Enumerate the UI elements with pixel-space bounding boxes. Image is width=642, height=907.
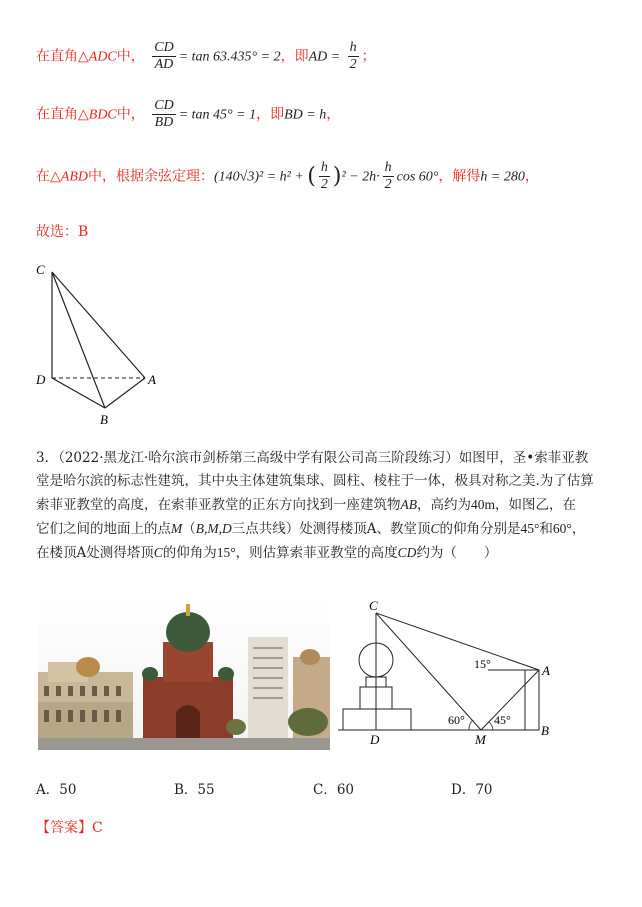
line1-eq: = tan 63.435° = 2 <box>178 49 281 65</box>
answer-value: C <box>92 820 103 836</box>
question-text-1: 如图甲，圣•索菲亚教 <box>458 450 589 466</box>
q4-m: M <box>171 521 183 536</box>
line-ca <box>376 613 539 670</box>
line2-fraction <box>152 98 175 131</box>
line1-mid: 中， <box>116 48 145 65</box>
q5-a: 在楼顶 <box>36 545 77 561</box>
line3-result: h = 280 <box>480 169 525 185</box>
line1-ad: AD = <box>308 49 341 65</box>
choose-answer: 故选：B <box>36 224 89 240</box>
q5-angle-15: 15° <box>216 545 236 560</box>
q3-f: ，如图乙，在 <box>495 497 577 513</box>
q5-g: ，则估算索菲亚教堂的高度 <box>235 545 398 561</box>
q4-a-point: A <box>366 521 377 537</box>
q5-cd: CD <box>397 545 417 560</box>
option-a-value: 50 <box>59 782 77 798</box>
option-d-letter: D． <box>451 782 476 798</box>
line3-formula-b: ² − 2h· <box>341 169 380 185</box>
question-line-5 <box>36 541 611 565</box>
line1-fraction <box>152 40 175 73</box>
line2-mid: 中， <box>116 106 145 123</box>
line2-end: ， <box>326 106 341 123</box>
line3-h-fraction <box>319 160 330 193</box>
line1-frac-num: CD <box>154 40 174 55</box>
line3-triangle: △ABD <box>50 169 88 185</box>
label-a: A <box>148 372 156 387</box>
arc-60 <box>469 720 473 730</box>
paren-open: ( <box>307 164 316 189</box>
line2-prefix: 在直角 <box>36 106 78 123</box>
figure-1-tetrahedron <box>30 258 170 428</box>
line3-conn: ，解得 <box>438 168 481 185</box>
label-c: C <box>36 262 45 277</box>
line2-frac-num: CD <box>154 98 174 113</box>
q4-bmd: B,M,D <box>195 521 232 536</box>
cathedral-photo <box>38 602 330 750</box>
q5-a-point: A <box>76 545 87 561</box>
paren-close: ) <box>332 164 342 189</box>
option-d-value: 70 <box>475 782 493 798</box>
label-c2: C <box>369 598 378 613</box>
label-d2: D <box>370 732 380 747</box>
q5-c: 处测得塔顶 <box>86 545 154 561</box>
question-line-1 <box>36 447 611 470</box>
line3-h-num-2: h <box>384 160 392 175</box>
edge-cb <box>52 272 105 408</box>
line3-prefix: 在 <box>36 168 50 185</box>
edge-ab <box>105 378 145 408</box>
q4-c: （ <box>182 521 196 537</box>
edge-ca <box>52 272 145 378</box>
question-3-text <box>36 447 611 565</box>
question-line-4 <box>36 517 611 541</box>
line1-end: ； <box>361 48 376 65</box>
line2-frac-den: BD <box>154 115 174 130</box>
solution-line-3 <box>36 160 539 193</box>
q4-k: 和 <box>539 521 553 537</box>
line1-frac-den: AD <box>154 57 174 72</box>
option-a-letter: A． <box>36 782 60 798</box>
angle-45: 45° <box>494 713 511 727</box>
line3-formula-c: cos 60° <box>396 169 439 185</box>
option-b-value: 55 <box>197 782 215 798</box>
line1-triangle: △ADC <box>78 49 117 65</box>
angle-15: 15° <box>474 657 491 671</box>
line1-h-fraction <box>348 40 359 73</box>
q4-a: 它们之间的地面上的点 <box>36 521 171 537</box>
q4-angle-60: 60° <box>552 521 572 536</box>
solution-line-1 <box>36 40 376 73</box>
line3-formula-a: (140√3)² = h² + <box>213 169 308 185</box>
building-ab <box>525 670 539 730</box>
line3-mid: 中，根据余弦定理： <box>87 168 214 185</box>
label-a2: A <box>542 663 550 678</box>
line1-prefix: 在直角 <box>36 48 78 65</box>
line1-h-num: h <box>349 40 357 55</box>
answer-label: 【答案】 <box>36 820 92 836</box>
solution-line-2 <box>36 98 340 131</box>
q4-m-end: ， <box>571 521 586 537</box>
option-c-value: 60 <box>336 782 355 798</box>
option-b-letter: B． <box>174 782 198 798</box>
question-number: 3． <box>36 450 59 466</box>
line3-h-num: h <box>320 160 328 175</box>
label-m2: M <box>475 732 486 747</box>
option-a[interactable] <box>36 778 76 798</box>
church-base <box>343 709 411 730</box>
figure-2-diagram <box>338 598 558 753</box>
option-c[interactable] <box>313 778 354 798</box>
angle-60: 60° <box>448 713 465 727</box>
question-line-3 <box>36 493 611 517</box>
q3-a: 索菲亚教堂的高度，在索菲亚教堂的正东方向找到一座建筑物 <box>36 497 401 513</box>
line3-h-den-2: 2 <box>384 177 392 192</box>
line3-h-fraction-2 <box>383 160 394 193</box>
edge-db <box>52 378 105 408</box>
label-d: D <box>36 372 46 387</box>
option-c-letter: C． <box>313 782 337 798</box>
q4-angle-45: 45° <box>520 521 540 536</box>
q3-unit: m <box>484 497 496 512</box>
q4-i: 的仰角分别是 <box>439 521 521 537</box>
line3-end: ， <box>524 168 539 185</box>
q4-e: 三点共线）处测得楼顶 <box>231 521 367 537</box>
q5-e: 的仰角为 <box>162 545 217 561</box>
line3-h-den: 2 <box>320 177 328 192</box>
label-b: B <box>100 412 108 427</box>
question-source: （2022·黑龙江·哈尔滨市剑桥第三高级中学有限公司高三阶段练习） <box>58 450 459 466</box>
q3-ab: AB <box>400 497 417 512</box>
answer-line <box>36 817 103 837</box>
line2-bd: BD = h <box>284 107 327 123</box>
line2-conn: ，即 <box>256 106 285 123</box>
line-cm <box>376 613 481 730</box>
q3-c: ，高约为 <box>417 497 471 513</box>
option-b[interactable] <box>174 778 215 798</box>
q4-g: 、教堂顶 <box>376 521 431 537</box>
line1-conn: ，即 <box>280 48 309 65</box>
arc-45 <box>489 722 493 730</box>
q4-c-point: C <box>430 521 440 536</box>
q5-c-point: C <box>153 545 163 560</box>
q5-i: 约为（ ） <box>416 545 498 561</box>
line2-eq: = tan 45° = 1 <box>178 107 257 123</box>
option-d[interactable] <box>451 778 493 798</box>
line2-triangle: △BDC <box>78 107 117 123</box>
line1-h-den: 2 <box>349 57 357 72</box>
label-b2: B <box>541 723 549 738</box>
q3-height: 40 <box>471 497 485 512</box>
question-line-2: 堂是哈尔滨的标志性建筑，其中央主体建筑集球、圆柱、棱柱于一体，极具对称之美.为了估算 <box>36 473 594 489</box>
